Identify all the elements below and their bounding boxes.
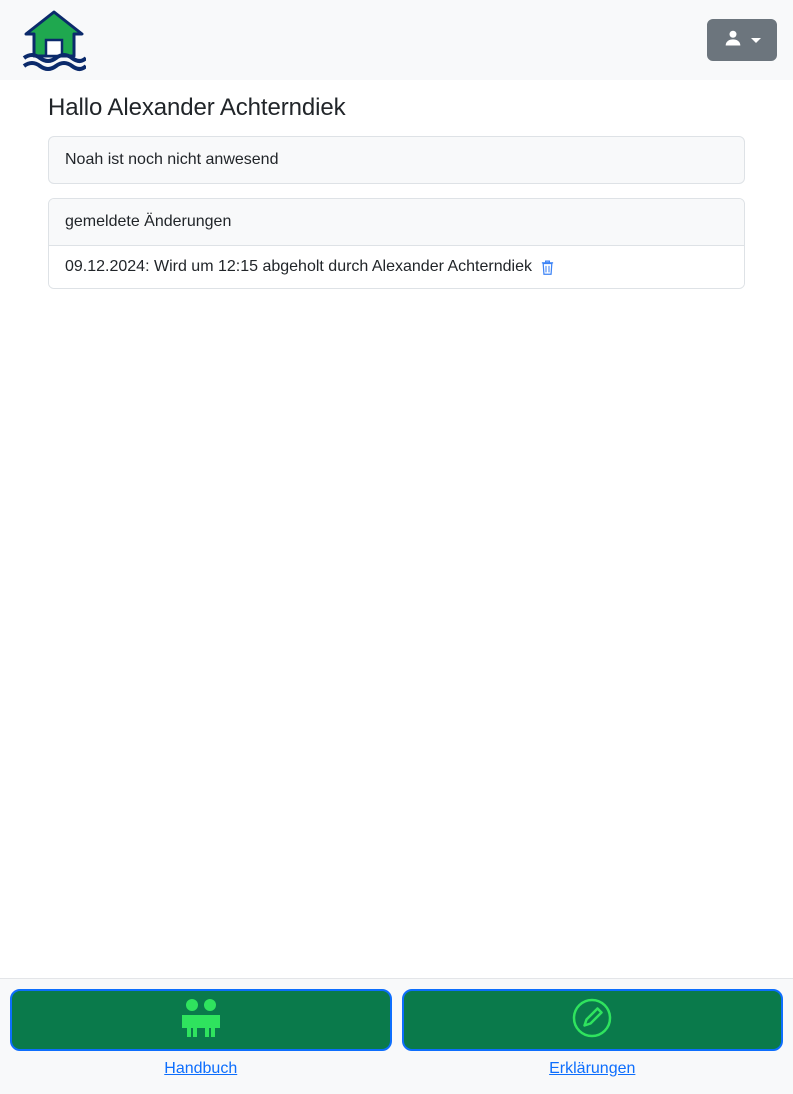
main-content xyxy=(0,80,793,289)
user-icon xyxy=(723,28,743,53)
page-title: Hallo Alexander Achterndiek xyxy=(48,94,346,121)
bottom-toolbar xyxy=(0,978,793,1094)
erklaerungen-link[interactable]: Erklärungen xyxy=(549,1060,636,1077)
changes-panel-title: gemeldete Änderungen xyxy=(49,199,744,246)
pencil-circle-icon xyxy=(571,997,613,1044)
status-card: Noah ist noch nicht anwesend xyxy=(48,136,745,184)
footer-column-handbuch xyxy=(10,989,392,1078)
house-flood-logo[interactable] xyxy=(16,8,86,72)
two-people-icon xyxy=(178,998,224,1043)
edit-button[interactable] xyxy=(402,989,784,1051)
footer-column-erklaerungen xyxy=(402,989,784,1078)
handbuch-link[interactable]: Handbuch xyxy=(164,1060,238,1077)
top-navbar xyxy=(0,0,793,80)
panel-stack xyxy=(48,136,745,289)
trash-icon[interactable] xyxy=(540,259,555,276)
user-menu-button[interactable] xyxy=(707,19,777,61)
people-button[interactable] xyxy=(10,989,392,1051)
list-item xyxy=(49,246,744,288)
changes-panel xyxy=(48,198,745,289)
chevron-down-icon xyxy=(751,38,761,43)
change-entry-text: 09.12.2024: Wird um 12:15 abgeholt durch Alexander Achterndiek xyxy=(65,258,532,275)
